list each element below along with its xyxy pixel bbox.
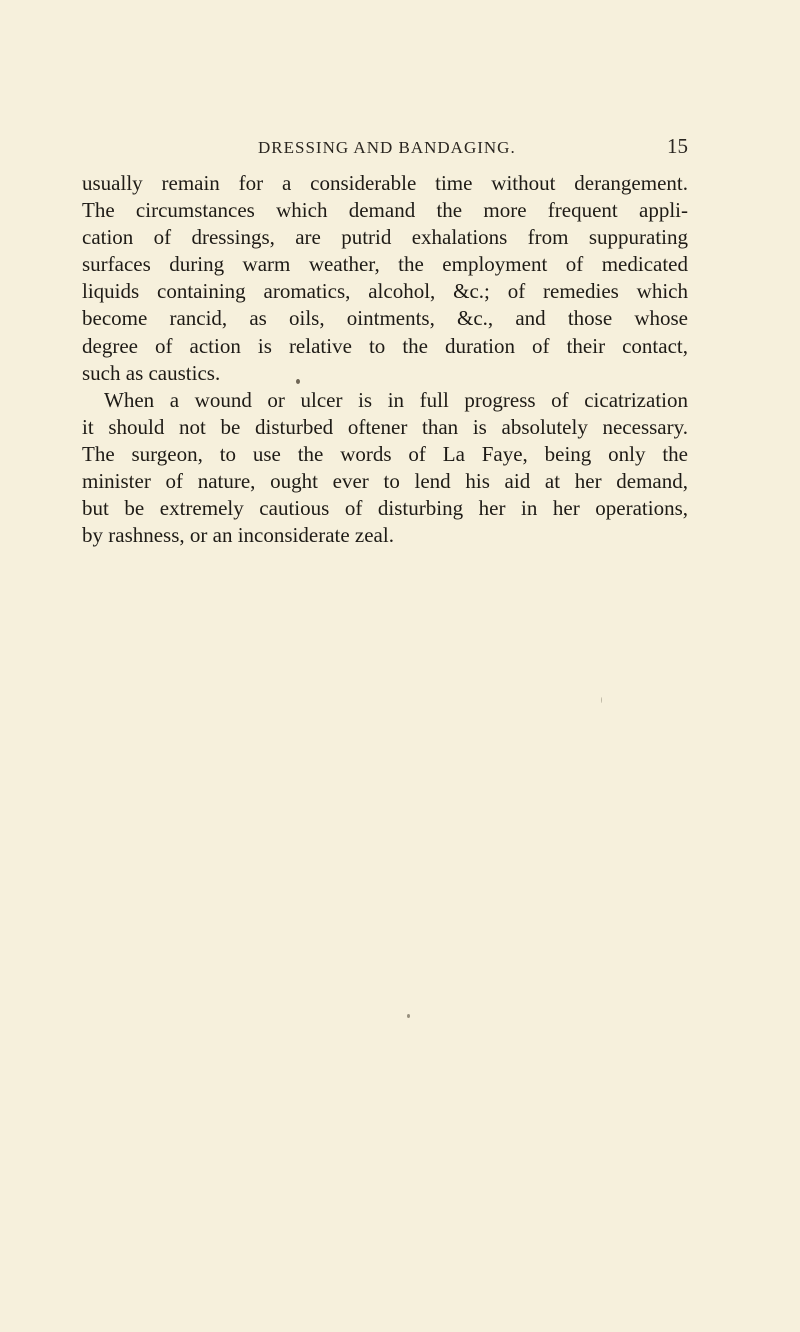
text-line: usually remain for a considerable time without derangement. [82, 171, 688, 195]
running-title: DRESSING AND BANDAGING. [258, 138, 516, 157]
text-line: liquids containing aromatics, alcohol, &c.; of remedies which [82, 279, 688, 304]
paper-speck [601, 697, 602, 703]
text-line: When a wound or ulcer is in full progress of cicatrization [104, 387, 688, 412]
text-line: The circumstances which demand the more frequent appli- [82, 198, 688, 223]
text-line: surfaces during warm weather, the employment of medicated [82, 252, 688, 277]
text-line: cation of dressings, are putrid exhalations from suppurating [82, 225, 688, 250]
body-text [82, 170, 688, 549]
paper-speck [407, 1014, 410, 1018]
running-header [82, 134, 688, 164]
text-line: such as caustics. [82, 360, 221, 385]
text-line: but be extremely cautious of disturbing her in her operations, [82, 496, 688, 521]
text-line: by rashness, or an inconsiderate zeal. [82, 523, 394, 548]
text-line: become rancid, as oils, ointments, &c., and those whose [82, 306, 688, 331]
text-line: minister of nature, ought ever to lend his aid at her demand, [82, 469, 688, 494]
text-line: degree of action is relative to the duration of their contact, [82, 333, 688, 358]
text-line: it should not be disturbed oftener than is absolutely necessary. [82, 414, 688, 439]
text-line: The surgeon, to use the words of La Faye, being only the [82, 441, 688, 466]
paper-speck [296, 379, 300, 384]
page-number: 15 [667, 134, 688, 158]
